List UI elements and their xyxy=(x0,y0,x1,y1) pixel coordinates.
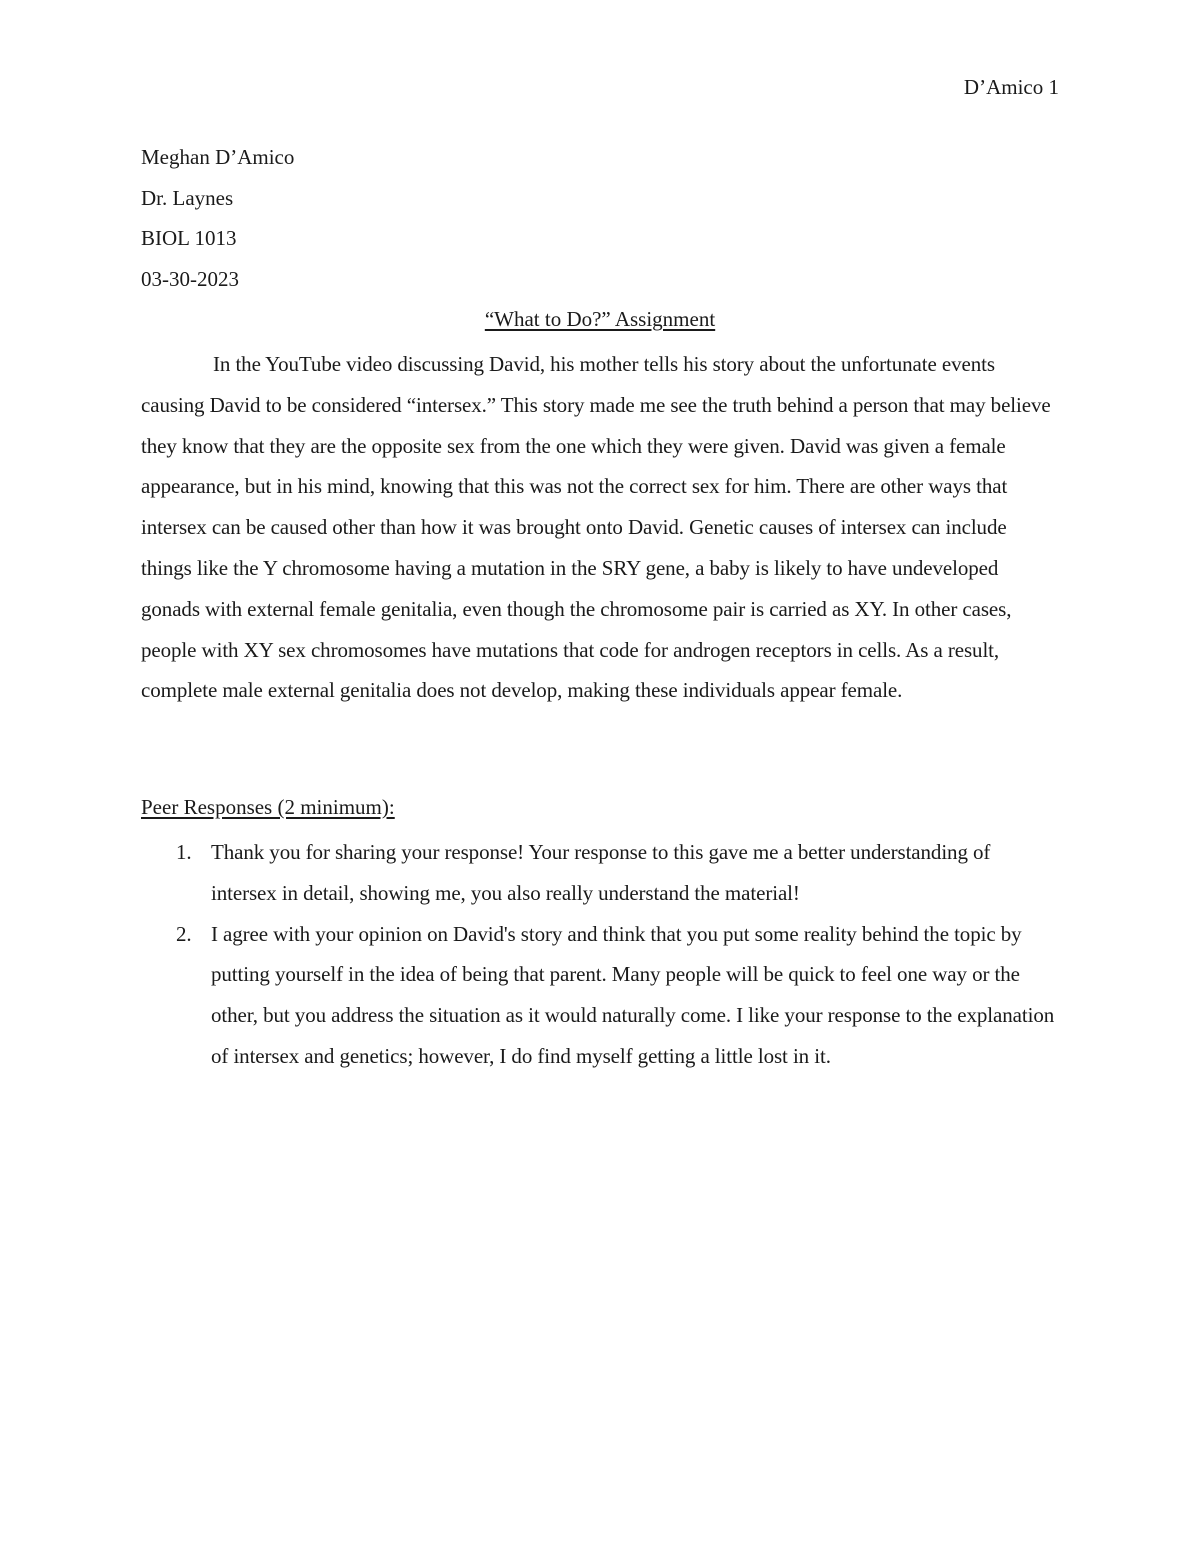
peer-responses-heading-wrap xyxy=(141,792,395,822)
assignment-title: “What to Do?” Assignment xyxy=(484,307,716,331)
list-item xyxy=(141,832,1059,914)
assignment-date: 03-30-2023 xyxy=(141,266,239,291)
peer-responses-heading: Peer Responses (2 minimum): xyxy=(141,795,395,819)
peer-responses-list xyxy=(141,832,1059,1077)
student-name: Meghan D’Amico xyxy=(141,145,295,169)
course-code: BIOL 1013 xyxy=(141,226,237,250)
list-item-text: I agree with your opinion on David's story and think that you put some reality behind the topic by putting yourself in the idea of being that parent. Many people will be quick to feel one way or the other, but you address the situation as it would naturally come. I like your response to the explanation of intersex and genetics; however, I do find myself getting a little lost in it. xyxy=(211,921,1055,1068)
instructor-name: Dr. Laynes xyxy=(141,185,234,210)
list-item-text: Thank you for sharing your response! Your response to this gave me a better understanding of intersex in detail, showing me, you also really understand the material! xyxy=(211,840,991,905)
list-item xyxy=(141,914,1059,1077)
assignment-title-wrap xyxy=(141,304,1059,334)
mla-heading xyxy=(141,142,1059,304)
running-head: D’Amico 1 xyxy=(963,75,1059,99)
body-paragraph: In the YouTube video discussing David, his mother tells his story about the unfortunate events causing David to be considered “intersex.” This story made me see the truth behind a person that may believe they know that they are the opposite sex from the one which they were given. David was given a female appearance, but in his mind, knowing that this was not the correct sex for him. There are other ways that intersex can be caused other than how it was brought onto David. Genetic causes of intersex can include things like the Y chromosome having a mutation in the SRY gene, a baby is likely to have undeveloped gonads with external female genitalia, even though the chromosome pair is carried as XY. In other cases, people with XY sex chromosomes have mutations that code for androgen receptors in cells. As a result, complete male external genitalia does not develop, making these individuals appear female. xyxy=(141,352,1051,703)
list-item-number: 2. xyxy=(176,921,192,946)
list-item-number: 1. xyxy=(176,840,192,864)
